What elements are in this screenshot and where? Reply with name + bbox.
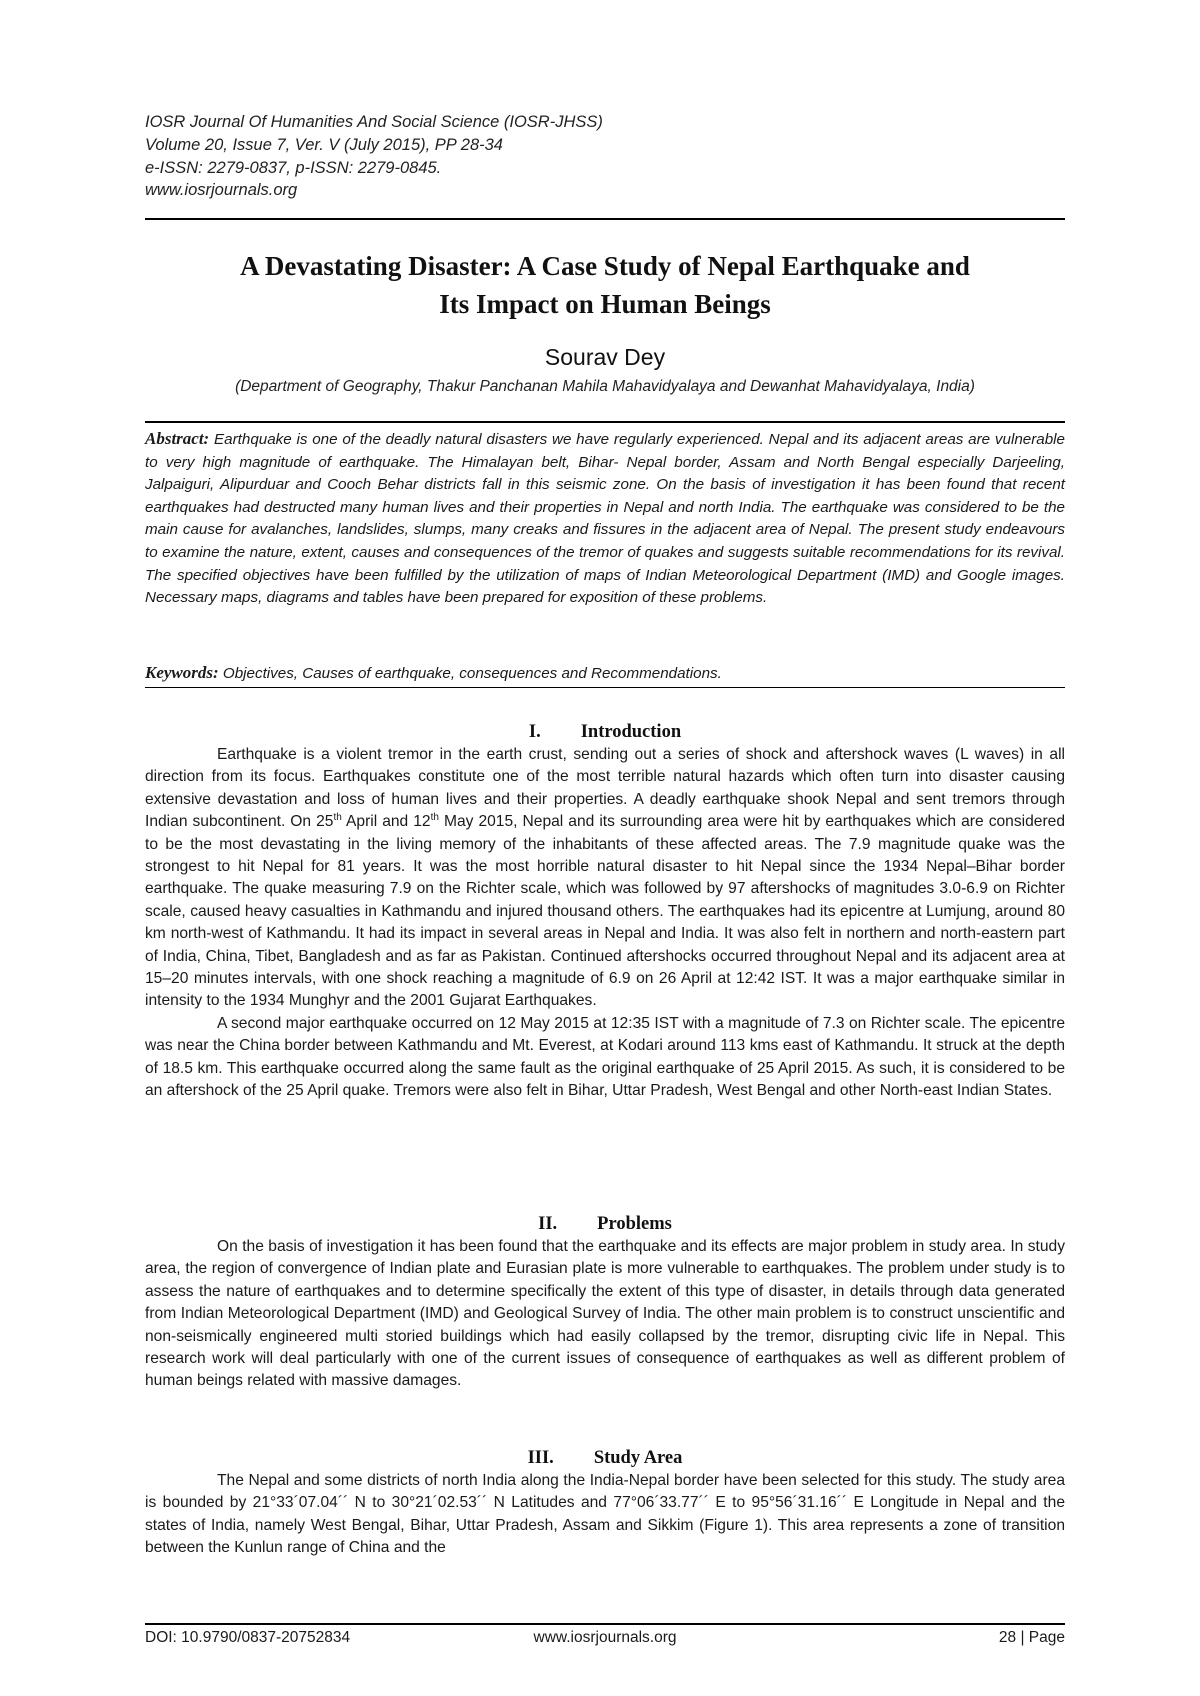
title-line-2: Its Impact on Human Beings: [439, 289, 771, 319]
section-title: Study Area: [593, 1448, 683, 1468]
page-footer: [145, 1627, 1065, 1651]
keywords-rule: [145, 687, 1065, 688]
journal-issn: e-ISSN: 2279-0837, p-ISSN: 2279-0845.: [145, 158, 442, 177]
footer-page-number: 28 | Page: [998, 1629, 1065, 1646]
section-heading-problems: [145, 1212, 1065, 1236]
section-body-problems: [145, 1236, 1065, 1393]
paragraph: [145, 744, 1065, 1013]
paper-title: [145, 247, 1065, 323]
section-title: Problems: [597, 1214, 672, 1234]
section-body-introduction: [145, 744, 1065, 1103]
section-number: I.: [528, 722, 541, 742]
footer-doi: DOI: 10.9790/0837-20752834: [145, 1629, 351, 1646]
abstract-text: Earthquake is one of the deadly natural disasters we have regularly experienced. Nepal and its adjacent areas are vulnerable to very high magnitude of earthquake. The Himalayan belt, Bihar- Nepal border, Assam and North Bengal especially Darjeeling, Jalpaiguri, Alipurduar and Cooch Behar districts fall in this seismic zone. On the basis of investigation it has been found that recent earthquakes had destructed many human lives and their properties in Nepal and north India. The earthquake was considered to be the main cause for avalanches, landslides, slumps, many creaks and fissures in the adjacent area of Nepal. The present study endeavours to examine the nature, extent, causes and consequences of the tremor of quakes and suggests suitable recommendations for its revival. The specified objectives have been fulfilled by the utilization of maps of Indian Meteorological Department (IMD) and Google images. Necessary maps, diagrams and tables have been prepared for exposition of these problems.: [145, 431, 1065, 607]
paper-page: [145, 0, 1065, 1696]
title-line-1: A Devastating Disaster: A Case Study of Nepal Earthquake and: [240, 251, 970, 281]
superscript: th: [430, 812, 439, 824]
keywords-label: Keywords:: [145, 663, 219, 682]
paragraph-text: April and 12: [341, 813, 431, 831]
journal-volume: Volume 20, Issue 7, Ver. V (July 2015), PP 28-34: [145, 135, 503, 154]
journal-name: IOSR Journal Of Humanities And Social Science (IOSR-JHSS): [145, 113, 603, 131]
header-rule: [145, 218, 1065, 220]
section-heading-introduction: [145, 720, 1065, 744]
paragraph-text: Earthquake is a violent tremor in the earth crust, sending out a series of shock and aftershock waves (L waves) in all direction from its focus. Earthquakes constitute one of the most terrible natural hazards which often turn into disaster causing extensive devastation and loss of human lives and their properties. A deadly earthquake shook Nepal and sent tremors through Indian subcontinent. On 25: [145, 746, 1065, 831]
keywords-text: Objectives, Causes of earthquake, consequences and Recommendations.: [222, 665, 722, 682]
paragraph: On the basis of investigation it has been found that the earthquake and its effects are major problem in study area. In study area, the region of convergence of Indian plate and Eurasian plate is more vulnerable to earthquakes. The problem under study is to assess the nature of earthquakes and to determine specifically the extent of this type of disaster, in details through data generated from Indian Meteorological Department (IMD) and Geological Survey of India. The other main problem is to construct unscientific and non-seismically engineered multi storied buildings which had easily collapsed by the tremor, disrupting civic life in Nepal. This research work will deal particularly with one of the current issues of consequence of earthquakes as well as different problem of human beings related with massive damages.: [145, 1238, 1065, 1390]
paragraph: A second major earthquake occurred on 12 May 2015 at 12:35 IST with a magnitude of 7.3 on Richter scale. The epicentre was near the China border between Kathmandu and Mt. Everest, at Kodari around 113 kms east of Kathmandu. It struck at the depth of 18.5 km. This earthquake occurred along the same fault as the original earthquake of 25 April 2015. As such, it is considered to be an aftershock of the 25 April quake. Tremors were also felt in Bihar, Uttar Pradesh, West Bengal and other North-east Indian States.: [145, 1014, 1065, 1100]
abstract-label: Abstract:: [145, 429, 210, 448]
author-affiliation: (Department of Geography, Thakur Panchanan Mahila Mahavidyalaya and Dewanhat Mahavidyalaya, India): [235, 378, 975, 395]
section-heading-study-area: [145, 1446, 1065, 1470]
abstract-rule: [145, 421, 1065, 423]
paragraph: The Nepal and some districts of north India along the India-Nepal border have been selected for this study. The study area is bounded by 21°33´07.04´´ N to 30°21´02.53´´ N Latitudes and 77°06´33.77´´ E to 95°56´31.16´´ E Longitude in Nepal and the states of India, namely West Bengal, Bihar, Uttar Pradesh, Assam and Sikkim (Figure 1). This area represents a zone of transition between the Kunlun range of China and the: [145, 1472, 1065, 1557]
section-number: II.: [538, 1214, 558, 1234]
footer-rule: [145, 1623, 1065, 1625]
abstract: [145, 428, 1065, 610]
superscript: th: [333, 812, 342, 824]
section-body-study-area: [145, 1470, 1065, 1560]
journal-header: [145, 111, 1065, 202]
section-number: III.: [527, 1448, 554, 1468]
journal-website: www.iosrjournals.org: [145, 181, 298, 200]
footer-website: www.iosrjournals.org: [533, 1629, 677, 1646]
section-title: Introduction: [580, 722, 682, 742]
author-name: Sourav Dey: [544, 344, 666, 370]
keywords: [145, 662, 1065, 685]
paragraph-text: May 2015, Nepal and its surrounding area were hit by earthquakes which are considered to be the most devastating in the living memory of the inhabitants of these affected areas. The 7.9 magnitude quake was the strongest to hit Nepal for 81 years. It was the most horrible natural disaster to hit Nepal since the 1934 Nepal–Bihar border earthquake. The quake measuring 7.9 on the Richter scale, which was followed by 97 aftershocks of magnitudes 3.0-6.9 on Richter scale, caused heavy casualties in Kathmandu and injured thousand others. The earthquakes had its epicentre at Lumjung, around 80 km north-west of Kathmandu. It had its impact in several areas in Nepal and India. It was also felt in northern and north-eastern part of India, China, Tibet, Bangladesh and as far as Pakistan. Continued aftershocks occurred throughout Nepal and its adjacent area at 15–20 minutes intervals, with one shock reaching a magnitude of 6.9 on 26 April at 12:42 IST. It was a major earthquake similar in intensity to the 1934 Munghyr and the 2001 Gujarat Earthquakes.: [145, 813, 1065, 1010]
